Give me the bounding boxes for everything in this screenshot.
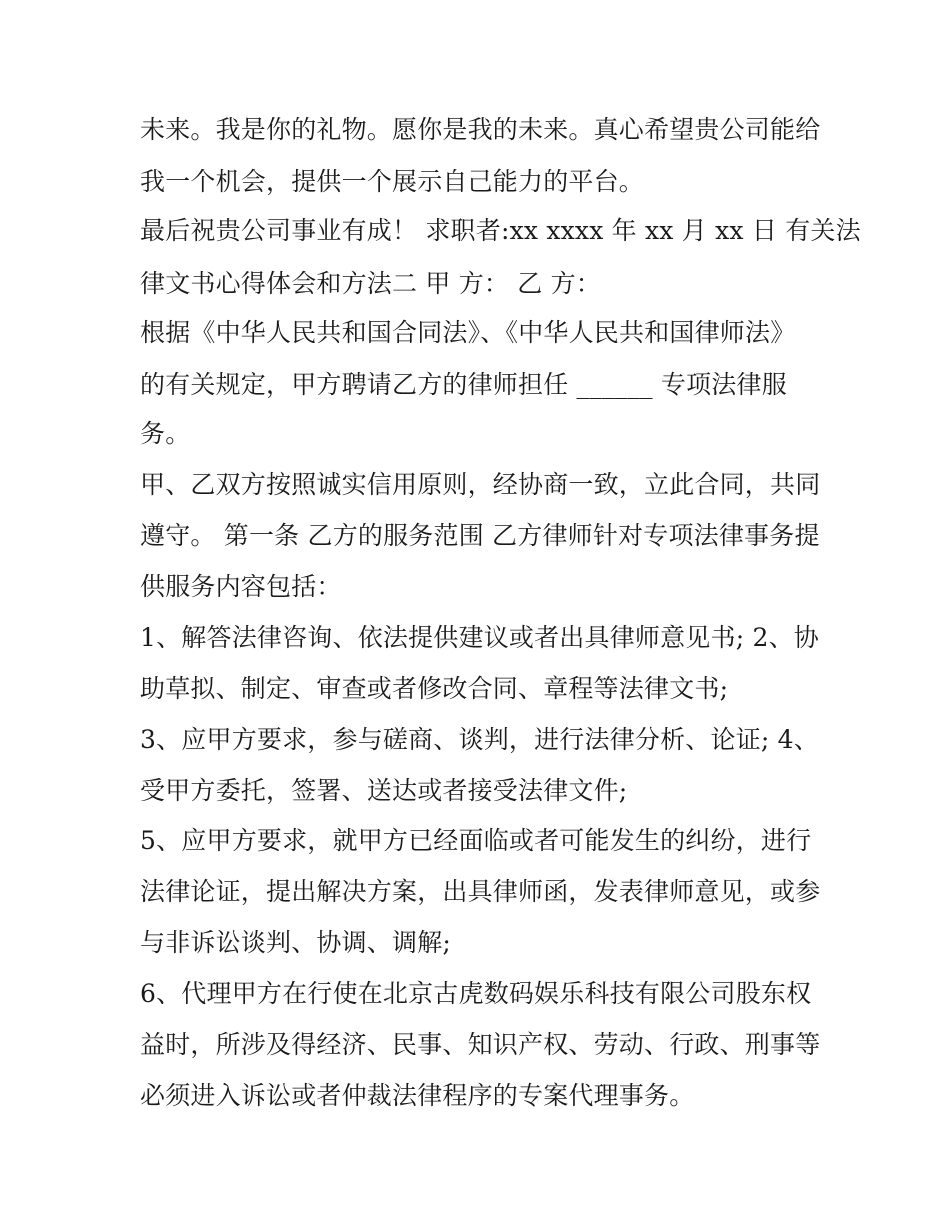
- text-line: 未来。我是你的礼物。愿你是我的未来。真心希望贵公司能给: [140, 115, 821, 144]
- text-line: 律文书心得体会和方法二 甲 方： 乙 方：: [140, 269, 601, 298]
- text-line: 助草拟、制定、审查或者修改合同、章程等法律文书;: [140, 674, 729, 703]
- text-line: 遵守。 第一条 乙方的服务范围 乙方律师针对专项法律事务提: [140, 521, 820, 550]
- text-line: 根据《中华人民共和国合同法》、《中华人民共和国律师法》: [140, 318, 796, 347]
- text-line: 务。: [140, 419, 191, 448]
- text-line: 受甲方委托，签署、送达或者接受法律文件;: [140, 776, 628, 805]
- text-line: 1、解答法律咨询、依法提供建议或者出具律师意见书; 2、协: [140, 623, 819, 652]
- text-line: 法律论证，提出解决方案，出具律师函，发表律师意见，或参: [140, 877, 821, 906]
- text-line: 必须进入诉讼或者仲裁法律程序的专案代理事务。: [140, 1081, 695, 1110]
- text-line: 最后祝贵公司事业有成！ 求职者:xx xxxx 年 xx 月 xx 日 有关法: [140, 216, 861, 245]
- text-line: 5、应甲方要求，就甲方已经面临或者可能发生的纠纷，进行: [140, 826, 812, 855]
- text-line: 甲、乙双方按照诚实信用原则，经协商一致，立此合同，共同: [140, 470, 821, 499]
- text-line: 供服务内容包括：: [140, 572, 342, 601]
- text-line: 益时，所涉及得经济、民事、知识产权、劳动、行政、刑事等: [140, 1030, 821, 1059]
- text-line: 与非诉讼谈判、协调、调解;: [140, 928, 452, 957]
- text-line: 6、代理甲方在行使在北京古虎数码娱乐科技有限公司股东权: [140, 979, 812, 1008]
- text-line: 我一个机会，提供一个展示自己能力的平台。: [140, 167, 645, 196]
- text-line: 的有关规定，甲方聘请乙方的律师担任 ______ 专项法律服: [140, 370, 787, 399]
- text-line: 3、应甲方要求，参与磋商、谈判，进行法律分析、论证; 4、: [140, 725, 819, 754]
